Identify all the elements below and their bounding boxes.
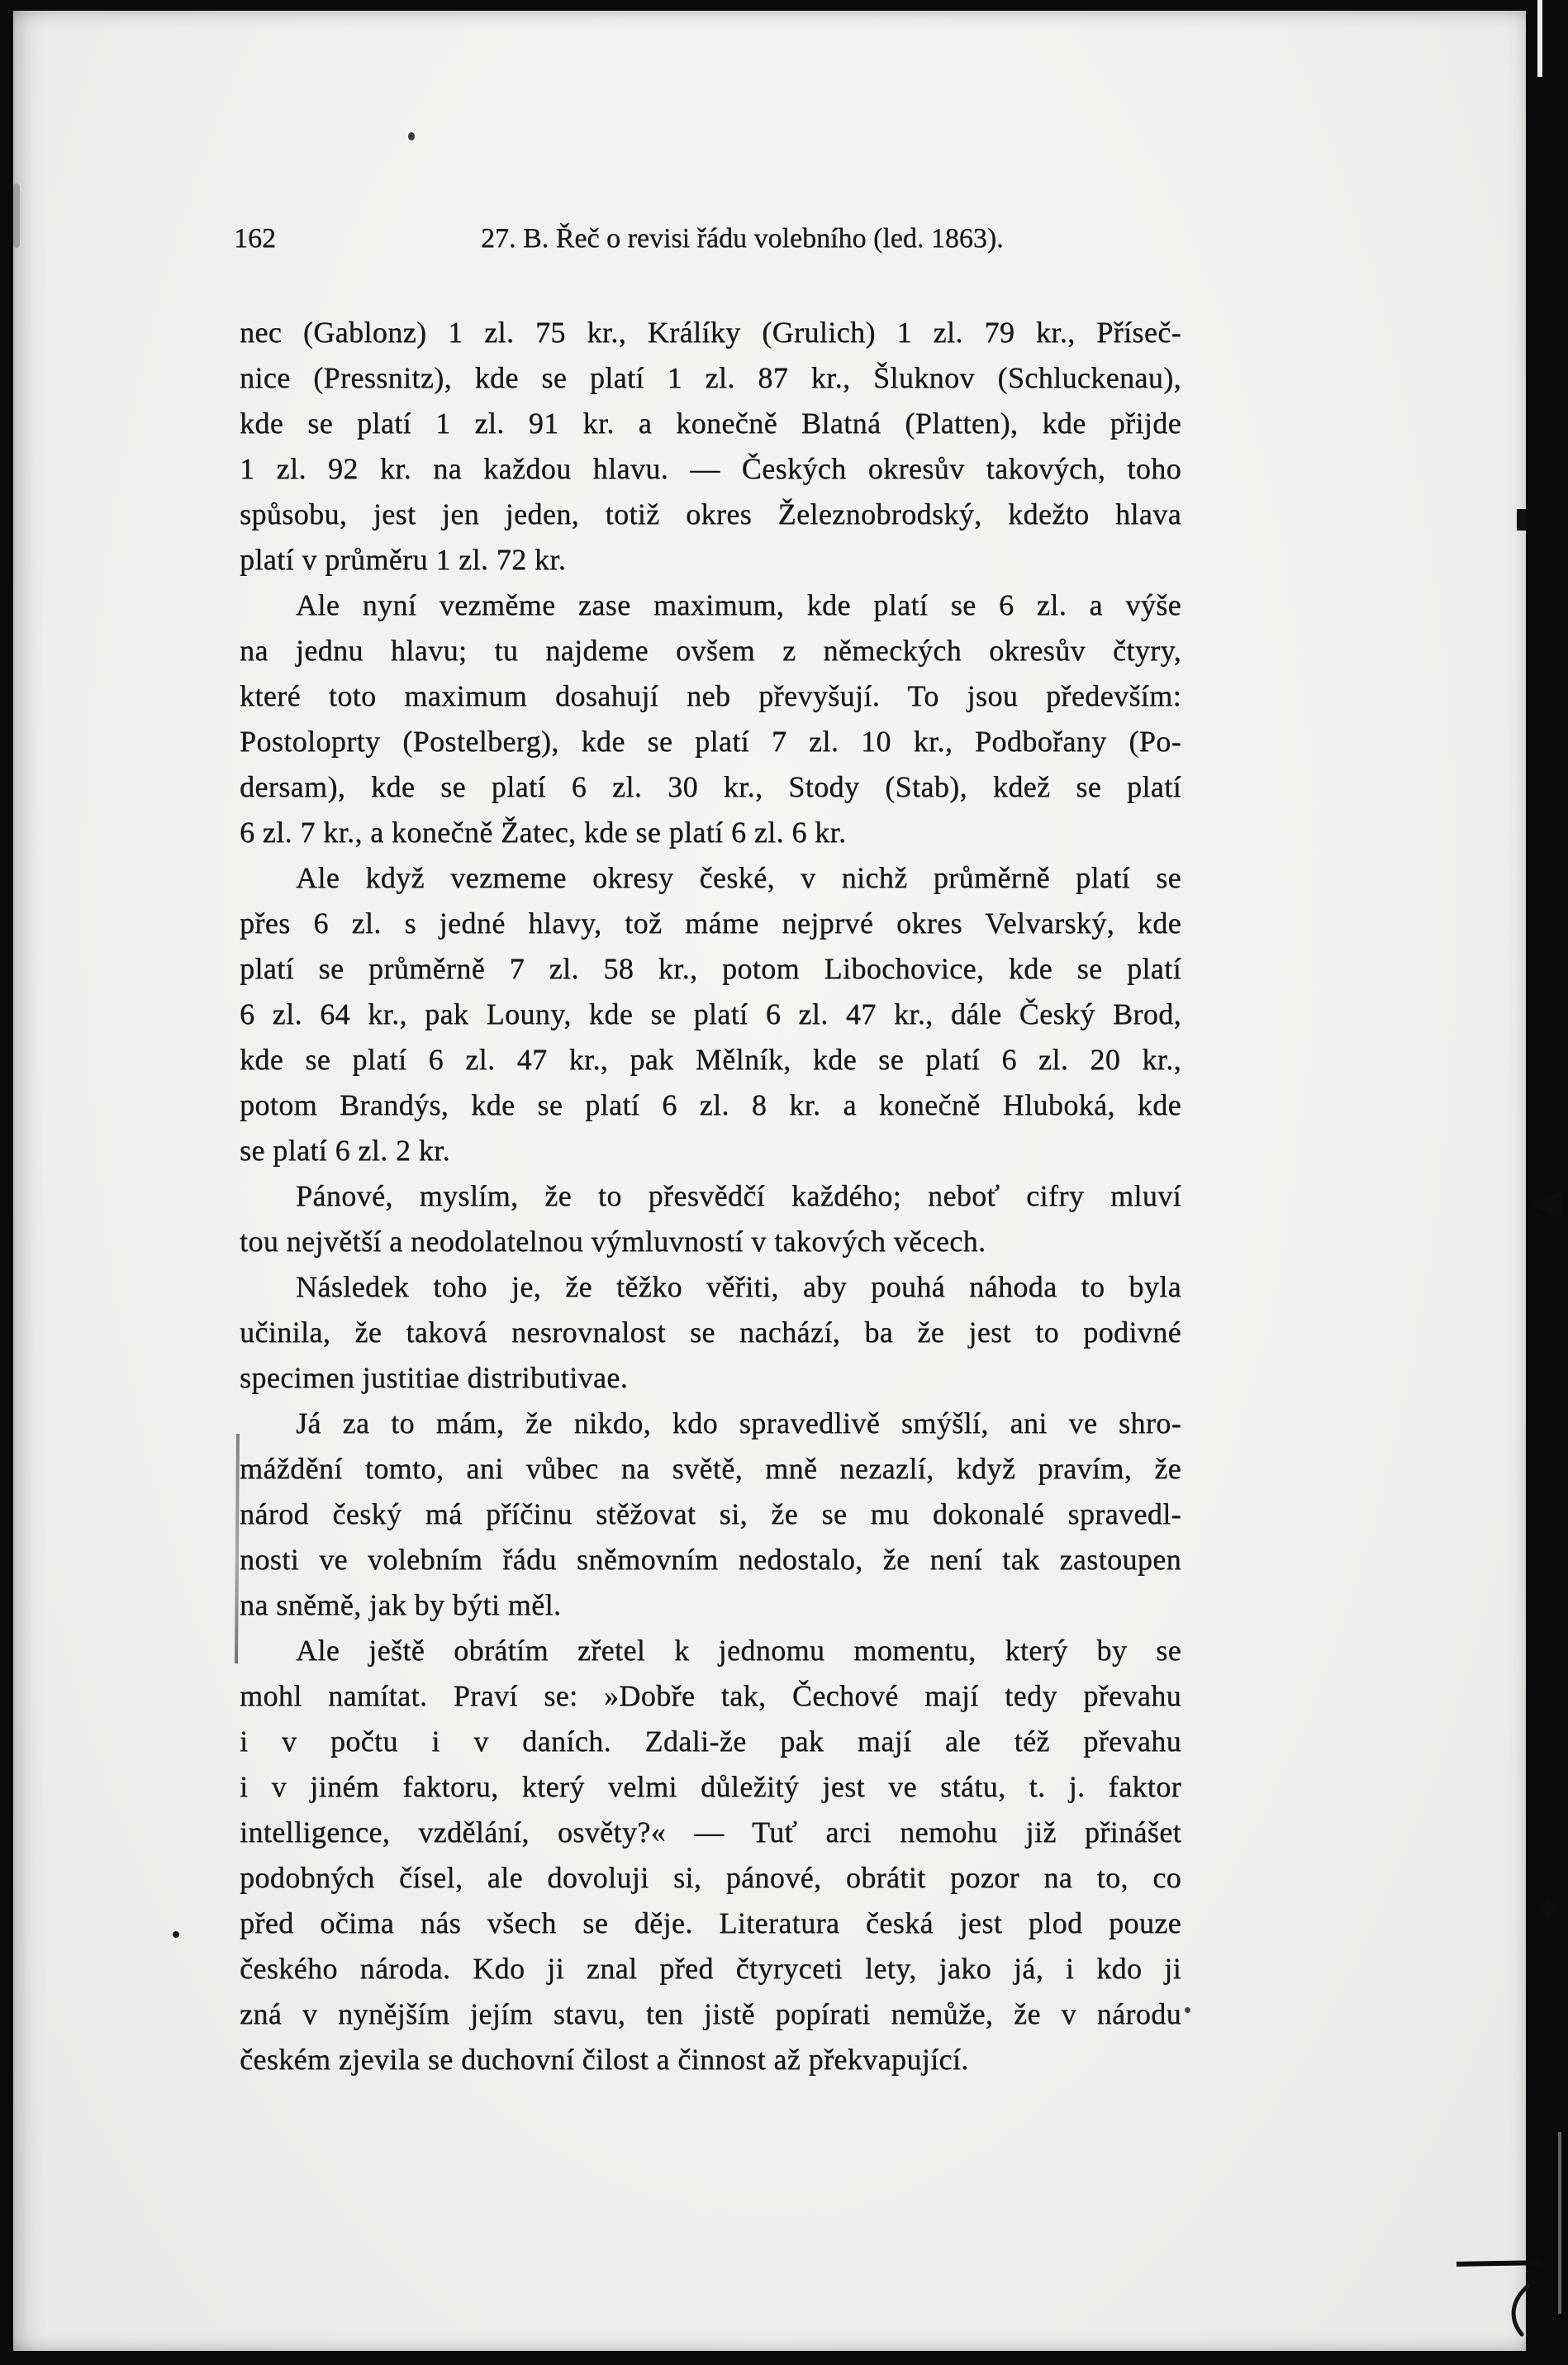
body-line: Následek toho je, že těžko věřiti, aby pouhá náhoda to byla (296, 1270, 1181, 1303)
body-line: podobných čísel, ale dovoluji si, pánové, obrátit pozor na to, co (240, 1861, 1181, 1894)
book-page (13, 11, 1526, 2351)
body-line: zná v nynějším jejím stavu, ten jistě popírati nemůže, že v národu (240, 1997, 1181, 2030)
scan-artifact-smudge (13, 183, 20, 248)
ink-speck (173, 1931, 179, 1938)
body-line: Já za to mám, že nikdo, kdo spravedlivě smýšlí, ani ve shro- (296, 1406, 1181, 1439)
ink-speck (1185, 2007, 1190, 2013)
body-line: Pánové, myslím, že to přesvědčí každého; neboť cifry mluví (296, 1179, 1181, 1212)
body-line: kde se platí 6 zl. 47 kr., pak Mělník, kde se platí 6 zl. 20 kr., (240, 1043, 1181, 1076)
body-line: máždění tomto, ani vůbec na světě, mně nezazlí, když pravím, že (240, 1452, 1181, 1485)
bottom-right-hook-mark (1502, 2283, 1538, 2338)
bottom-right-line-mark (1456, 2260, 1542, 2267)
body-line: na sněmě, jak by býti měl. (240, 1588, 562, 1621)
body-line: specimen justitiae distributivae. (240, 1361, 629, 1394)
body-line: přes 6 zl. s jedné hlavy, tož máme nejprvé okres Velvarský, kde (240, 907, 1181, 940)
body-line: se platí 6 zl. 2 kr. (240, 1134, 450, 1167)
body-line: spůsobu, jest jen jeden, totiž okres Železnobrodský, kdežto hlava (240, 497, 1181, 531)
body-line: tou největší a neodolatelnou výmluvností v takových věcech. (240, 1225, 986, 1258)
body-line: intelligence, vzdělání, osvěty?« — Tuť arci nemohu již přinášet (240, 1815, 1181, 1849)
scan-artifact-white-line-top (1537, 0, 1542, 77)
body-line: před očima nás všech se děje. Literatura česká jest plod pouze (240, 1906, 1181, 1939)
body-line: dersam), kde se platí 6 zl. 30 kr., Stody (Stab), kdež se platí (240, 770, 1181, 803)
right-edge-diamond-mark (1538, 1898, 1558, 1918)
body-line: na jednu hlavu; tu najdeme ovšem z německých okresův čtyry, (240, 634, 1181, 667)
body-line: nosti ve volebním řádu sněmovním nedostalo, že není tak zastoupen (240, 1543, 1181, 1576)
body-line: nice (Pressnitz), kde se platí 1 zl. 87 kr., Šluknov (Schluckenau), (240, 361, 1181, 394)
running-title: 27. B. Řeč o revisi řádu volebního (led. 1863). (481, 223, 1004, 254)
body-line: které toto maximum dosahují neb převyšují. To jsou především: (240, 679, 1181, 712)
body-line: i v jiném faktoru, který velmi důležitý jest ve státu, t. j. faktor (240, 1770, 1181, 1803)
body-line: Ale když vezmeme okresy české, v nichž průměrně platí se (296, 861, 1181, 894)
body-line: kde se platí 1 zl. 91 kr. a konečně Blatná (Platten), kde přijde (240, 407, 1181, 440)
body-line: učinila, že taková nesrovnalost se nachází, ba že jest to podivné (240, 1316, 1181, 1349)
body-line: Ale nyní vezměme zase maximum, kde platí se 6 zl. a výše (296, 588, 1181, 621)
body-line: 6 zl. 64 kr., pak Louny, kde se platí 6 zl. 47 kr., dále Český Brod, (240, 997, 1181, 1030)
body-text (240, 310, 1181, 2082)
body-line: mohl namítat. Praví se: »Dobře tak, Čechové mají tedy převahu (240, 1679, 1181, 1712)
body-line: národ český má příčinu stěžovat si, že se mu dokonalé spravedl- (240, 1497, 1181, 1530)
body-line: Ale ještě obrátím zřetel k jednomu momentu, který by se (296, 1634, 1181, 1667)
body-line: 6 zl. 7 kr., a konečně Žatec, kde se platí 6 zl. 6 kr. (240, 816, 847, 849)
right-edge-arrow-mark (1528, 1191, 1562, 1219)
body-line: Postoloprty (Postelberg), kde se platí 7 zl. 10 kr., Podbořany (Po- (240, 725, 1181, 758)
body-line: nec (Gablonz) 1 zl. 75 kr., Králíky (Grulich) 1 zl. 79 kr., Příseč- (240, 316, 1181, 349)
body-line: 1 zl. 92 kr. na každou hlavu. — Českých okresův takových, toho (240, 452, 1181, 485)
body-line: i v počtu i v daních. Zdali-že pak mají ale též převahu (240, 1725, 1181, 1758)
body-line: platí v průměru 1 zl. 72 kr. (240, 543, 567, 576)
page-number: 162 (234, 223, 276, 254)
body-line: potom Brandýs, kde se platí 6 zl. 8 kr. a konečně Hluboká, kde (240, 1088, 1181, 1121)
body-line: platí se průměrně 7 zl. 58 kr., potom Libochovice, kde se platí (240, 952, 1181, 985)
scan-artifact-edge-tick (1517, 509, 1528, 531)
ink-speck (408, 132, 415, 140)
body-line: českém zjevila se duchovní čilost a činnost až překvapující. (240, 2043, 969, 2076)
body-line: českého národa. Kdo ji znal před čtyryceti lety, jako já, i kdo ji (240, 1952, 1181, 1985)
scan-artifact-white-line-bottom (1558, 2132, 1561, 2314)
